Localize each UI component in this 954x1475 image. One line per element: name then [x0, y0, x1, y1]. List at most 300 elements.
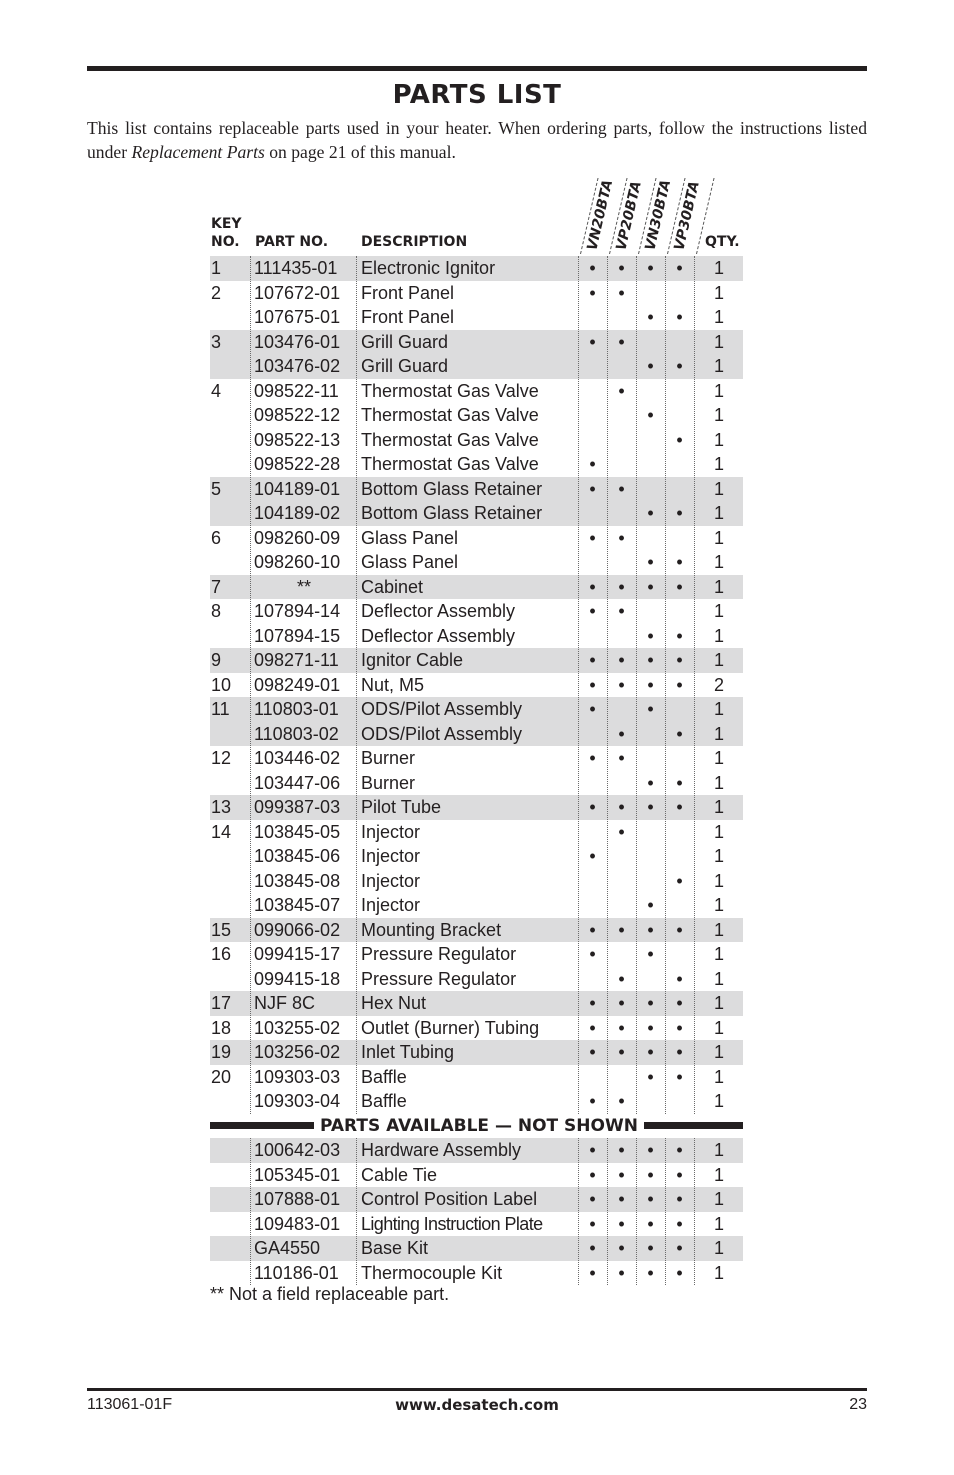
part-number: 107672-01: [254, 282, 341, 303]
part-number: 098260-10: [254, 552, 341, 572]
model-dot: •: [676, 307, 683, 327]
table-row: [210, 844, 743, 869]
model-dot: •: [676, 1140, 683, 1160]
column-divider: [694, 256, 695, 1114]
quantity: 1: [713, 1213, 724, 1234]
key-number: 12: [211, 748, 232, 768]
table-row: [210, 991, 743, 1016]
part-number: 110186-01: [254, 1262, 339, 1283]
key-number: [211, 1187, 251, 1212]
model-dot: [665, 746, 694, 771]
quantity: 1: [713, 919, 724, 940]
table-row: [210, 1138, 743, 1163]
key-number: 1: [211, 258, 222, 278]
model-dot: [607, 869, 636, 894]
model-dot: •: [618, 650, 625, 670]
model-dot: [665, 403, 694, 428]
part-number: GA4550: [254, 1238, 321, 1258]
key-number: [211, 403, 251, 428]
quantity: 1: [713, 1042, 724, 1062]
model-dot: [665, 697, 694, 722]
part-description: Injector: [361, 821, 421, 842]
quantity: 1: [713, 503, 724, 523]
model-dot: •: [676, 1213, 683, 1234]
key-number: 14: [211, 821, 232, 842]
part-description: Glass Panel: [361, 552, 459, 572]
key-number: [211, 869, 251, 894]
column-divider: [607, 256, 608, 1114]
table-row: [210, 1016, 743, 1041]
model-dot: [636, 281, 665, 306]
model-dot: [578, 1065, 607, 1090]
model-dot: [636, 722, 665, 747]
header-model-vn30bta: [638, 178, 675, 254]
model-dot: [636, 1089, 665, 1114]
part-description: Pilot Tube: [361, 797, 442, 817]
key-number: 20: [211, 1066, 232, 1087]
part-number: 103446-02: [254, 748, 341, 768]
key-number: [211, 844, 251, 869]
part-number: 107675-01: [254, 307, 341, 327]
model-dot: [665, 893, 694, 918]
table-row: [210, 1236, 743, 1261]
header-model-vp30bta: [667, 178, 703, 254]
model-dot: •: [676, 1262, 683, 1283]
intro-emphasis: Replacement Parts: [131, 142, 265, 162]
model-dot: [578, 550, 607, 575]
intro-text-2: on page 21 of this manual.: [264, 142, 456, 162]
model-dot: [578, 428, 607, 453]
column-divider: [578, 256, 579, 1114]
quantity: 1: [713, 1164, 724, 1185]
model-dot: •: [676, 1189, 683, 1209]
model-dot: [665, 820, 694, 845]
model-dot: [665, 379, 694, 404]
model-dot: [578, 403, 607, 428]
header-description: DESCRIPTION: [361, 234, 468, 250]
table-row: [210, 550, 743, 575]
part-number: 110803-01: [254, 699, 339, 719]
model-dot: •: [647, 1164, 654, 1185]
key-number: [211, 1089, 251, 1114]
model-dot: •: [676, 674, 683, 695]
part-number: 099066-02: [254, 919, 341, 940]
footnote: ** Not a field replaceable part.: [210, 1284, 450, 1304]
quantity: 1: [713, 772, 724, 793]
model-dot: [607, 305, 636, 330]
parts-table: [210, 256, 743, 1285]
part-number: 103476-01: [254, 331, 341, 352]
column-divider: [356, 1138, 357, 1285]
table-row: [210, 820, 743, 845]
model-dot: [578, 771, 607, 796]
model-dot: [578, 893, 607, 918]
page-title: PARTS LIST: [392, 80, 562, 110]
part-number: 103255-02: [254, 1017, 341, 1038]
part-number: 103447-06: [254, 772, 341, 793]
model-dot: [636, 428, 665, 453]
part-number: 104189-02: [254, 503, 341, 523]
model-dot: •: [676, 772, 683, 793]
part-number: 105345-01: [254, 1164, 341, 1185]
key-number: 16: [211, 944, 232, 964]
key-number: 3: [211, 331, 222, 352]
model-dot: •: [647, 1066, 654, 1087]
column-divider: [250, 1138, 251, 1285]
table-row: [210, 624, 743, 649]
table-row: [210, 281, 743, 306]
key-number: 17: [211, 993, 232, 1013]
table-row: [210, 501, 743, 526]
model-dot: •: [647, 405, 654, 425]
table-row: [210, 1040, 743, 1065]
part-number: 107888-01: [254, 1189, 341, 1209]
table-row: [210, 1163, 743, 1188]
key-number: 5: [211, 478, 222, 499]
key-number: [211, 452, 251, 477]
model-dot: [607, 624, 636, 649]
part-number: 110803-02: [254, 723, 339, 744]
key-number: [211, 1212, 251, 1237]
part-description: Thermostat Gas Valve: [361, 429, 539, 450]
table-row: [210, 746, 743, 771]
key-number: [211, 501, 251, 526]
model-dot: [578, 305, 607, 330]
model-dot: •: [647, 1140, 654, 1160]
model-dot: •: [647, 1262, 654, 1283]
part-number: 099415-17: [254, 944, 341, 964]
key-number: 19: [211, 1042, 232, 1062]
model-dot: [607, 844, 636, 869]
table-row: [210, 942, 743, 967]
part-description: Pressure Regulator: [361, 944, 517, 964]
model-dot: [607, 452, 636, 477]
table-row: [210, 918, 743, 943]
key-number: 18: [211, 1017, 232, 1038]
model-dot: [607, 354, 636, 379]
key-number: [211, 305, 251, 330]
quantity: 1: [713, 405, 724, 425]
model-dot: •: [589, 1189, 596, 1209]
table-row: [210, 1065, 743, 1090]
table-row: [210, 379, 743, 404]
model-dot: [665, 281, 694, 306]
header-part-no: PART NO.: [255, 234, 329, 250]
section-label: PARTS AVAILABLE — NOT SHOWN: [314, 1114, 644, 1139]
key-number: [211, 1163, 251, 1188]
model-dot: •: [589, 993, 596, 1013]
model-dot: •: [589, 1213, 596, 1234]
quantity: 1: [713, 258, 724, 278]
section-divider: [210, 1114, 743, 1139]
part-description: Nut, M5: [361, 674, 425, 695]
model-dot: •: [618, 723, 625, 744]
part-number: 098522-13: [254, 429, 341, 450]
quantity: 1: [713, 797, 724, 817]
model-dot: •: [618, 478, 625, 499]
quantity: 1: [713, 944, 724, 964]
model-label: VN30BTA: [642, 178, 675, 252]
table-row: [210, 648, 743, 673]
model-dot: [607, 771, 636, 796]
model-dot: •: [618, 380, 625, 401]
model-dot: •: [647, 650, 654, 670]
model-dot: •: [647, 625, 654, 646]
model-dot: [578, 820, 607, 845]
quantity: 1: [713, 846, 724, 866]
model-dot: •: [676, 258, 683, 278]
model-dot: •: [676, 1238, 683, 1258]
part-description: Thermostat Gas Valve: [361, 380, 539, 401]
part-description: Hex Nut: [361, 993, 427, 1013]
quantity: 1: [713, 748, 724, 768]
part-description: Front Panel: [361, 307, 455, 327]
table-row: [210, 452, 743, 477]
model-dot: [578, 501, 607, 526]
model-dot: •: [676, 650, 683, 670]
part-number: 099415-18: [254, 968, 341, 989]
key-number: 2: [211, 282, 222, 303]
header-key-no: [211, 215, 242, 251]
model-dot: •: [618, 1189, 625, 1209]
model-dot: •: [647, 1017, 654, 1038]
header-model-divider-end: [696, 178, 725, 254]
part-number: 098522-11: [254, 380, 339, 401]
table-row: [210, 1089, 743, 1114]
model-dot: •: [676, 576, 683, 597]
key-number: 4: [211, 380, 222, 401]
key-number: [211, 354, 251, 379]
table-row: [210, 330, 743, 355]
model-dot: •: [589, 1164, 596, 1185]
model-dot: •: [676, 1066, 683, 1087]
quantity: 1: [713, 356, 724, 376]
model-dot: •: [647, 919, 654, 940]
model-dot: •: [618, 993, 625, 1013]
model-dot: •: [647, 944, 654, 964]
doc-number: 113061-01F: [87, 1396, 173, 1413]
header-model-vn20bta: [580, 178, 617, 254]
model-dot: [665, 1089, 694, 1114]
model-dot: •: [647, 772, 654, 793]
model-dot: •: [618, 576, 625, 597]
model-dot: •: [589, 650, 596, 670]
quantity: 1: [713, 1017, 724, 1038]
model-dot: •: [618, 1213, 625, 1234]
column-divider: [250, 256, 251, 1114]
model-dot: •: [589, 478, 596, 499]
model-dot: [607, 403, 636, 428]
model-dot: •: [618, 1140, 625, 1160]
model-label: VP30BTA: [671, 179, 703, 252]
key-number: [211, 550, 251, 575]
quantity: 1: [713, 968, 724, 989]
model-dot: •: [676, 1042, 683, 1062]
key-number: [211, 967, 251, 992]
part-description: Burner: [361, 772, 416, 793]
quantity: 1: [713, 1066, 724, 1087]
model-dot: •: [676, 625, 683, 646]
part-description: Pressure Regulator: [361, 968, 517, 989]
quantity: 1: [713, 723, 724, 744]
quantity: 1: [713, 478, 724, 499]
model-dot: •: [676, 552, 683, 572]
part-description: Grill Guard: [361, 331, 449, 352]
model-dot: •: [647, 797, 654, 817]
website: www.desatech.com: [395, 1396, 559, 1414]
part-description: Base Kit: [361, 1238, 429, 1258]
part-number: 103845-08: [254, 870, 341, 891]
key-number: [211, 1261, 251, 1286]
key-number: 10: [211, 674, 232, 695]
model-dot: •: [647, 1213, 654, 1234]
column-divider: [694, 1138, 695, 1285]
model-dot: [636, 330, 665, 355]
model-dot: •: [589, 1091, 596, 1111]
quantity: 1: [713, 699, 724, 719]
model-dot: [665, 844, 694, 869]
part-number: 103476-02: [254, 356, 341, 376]
column-divider: [636, 256, 637, 1114]
model-dot: [607, 942, 636, 967]
table-row: [210, 1212, 743, 1237]
model-dot: [636, 869, 665, 894]
model-dot: •: [647, 699, 654, 719]
model-dot: [665, 599, 694, 624]
model-dot: [636, 526, 665, 551]
part-description: Thermostat Gas Valve: [361, 405, 539, 425]
quantity: 1: [713, 331, 724, 352]
key-number: 15: [211, 919, 232, 940]
part-description: Deflector Assembly: [361, 625, 516, 646]
quantity: 1: [713, 454, 724, 474]
model-dot: •: [676, 356, 683, 376]
key-number: 6: [211, 527, 222, 548]
model-dot: •: [618, 919, 625, 940]
part-number: 103845-05: [254, 821, 341, 842]
part-number: 109303-03: [254, 1066, 341, 1087]
model-dot: •: [589, 601, 596, 621]
model-dot: •: [618, 282, 625, 303]
model-dot: •: [676, 1164, 683, 1185]
model-dot: •: [618, 1017, 625, 1038]
key-number: 13: [211, 797, 232, 817]
model-dot: •: [589, 1238, 596, 1258]
table-row: [210, 403, 743, 428]
table-row: [210, 967, 743, 992]
table-row: [210, 428, 743, 453]
quantity: 1: [713, 527, 724, 548]
model-dot: [607, 1065, 636, 1090]
part-number: 098260-09: [254, 527, 341, 548]
model-label: VP20BTA: [613, 179, 645, 252]
model-dot: •: [618, 1238, 625, 1258]
part-description: Lighting Instruction Plate: [361, 1213, 543, 1234]
part-description: Control Position Label: [361, 1189, 538, 1209]
key-number: [211, 1236, 251, 1261]
quantity: 1: [713, 282, 724, 303]
model-dot: [665, 330, 694, 355]
part-number: 109303-04: [254, 1091, 341, 1111]
model-dot: •: [589, 576, 596, 597]
part-description: Outlet (Burner) Tubing: [361, 1017, 540, 1038]
model-dot: •: [589, 331, 596, 352]
model-dot: [665, 526, 694, 551]
quantity: 1: [713, 870, 724, 891]
part-description: Thermostat Gas Valve: [361, 454, 539, 474]
table-row: [210, 771, 743, 796]
part-description: Bottom Glass Retainer: [361, 478, 543, 499]
quantity: 1: [713, 895, 724, 915]
quantity: 1: [713, 1262, 724, 1283]
model-dot: •: [589, 454, 596, 474]
model-dot: [578, 722, 607, 747]
part-number: 103256-02: [254, 1042, 341, 1062]
quantity: 1: [713, 1189, 724, 1209]
part-number: 109483-01: [254, 1213, 341, 1234]
part-description: Bottom Glass Retainer: [361, 503, 543, 523]
table-row: [210, 1187, 743, 1212]
part-number: 103845-06: [254, 846, 341, 866]
header-key-line1: KEY: [211, 216, 242, 232]
model-dot: •: [618, 748, 625, 768]
quantity: 1: [713, 601, 724, 621]
part-number: 100642-03: [254, 1140, 341, 1160]
intro-text-1: This list contains replaceable parts used in your heater. When ordering parts, follow the instructions listed under: [87, 118, 867, 162]
model-dot: [665, 942, 694, 967]
header-model-vp20bta: [609, 178, 645, 254]
table-row: [210, 722, 743, 747]
model-dot: •: [618, 968, 625, 989]
quantity: 1: [713, 650, 724, 670]
part-description: Cable Tie: [361, 1164, 438, 1185]
model-dot: •: [589, 699, 596, 719]
part-number: 098271-11: [254, 650, 339, 670]
model-dot: [636, 967, 665, 992]
column-divider: [356, 256, 357, 1114]
key-number: [211, 1138, 251, 1163]
quantity: 1: [713, 1091, 724, 1111]
model-dot: [665, 477, 694, 502]
table-row: [210, 599, 743, 624]
table-row: [210, 305, 743, 330]
model-dot: •: [676, 919, 683, 940]
part-description: Electronic Ignitor: [361, 258, 496, 278]
model-dot: •: [647, 1238, 654, 1258]
model-dot: •: [647, 503, 654, 523]
page-number: 23: [849, 1396, 867, 1413]
table-row: [210, 526, 743, 551]
model-dot: [665, 452, 694, 477]
quantity: 1: [713, 821, 724, 842]
quantity: 1: [713, 1238, 724, 1258]
key-number: 9: [211, 650, 222, 670]
part-number: 104189-01: [254, 478, 341, 499]
quantity: 1: [713, 552, 724, 572]
part-description: Cabinet: [361, 576, 424, 597]
quantity: 1: [713, 576, 724, 597]
part-description: Mounting Bracket: [361, 919, 502, 940]
part-number: 098522-28: [254, 454, 341, 474]
model-dot: •: [589, 258, 596, 278]
part-description: Burner: [361, 748, 416, 768]
model-dot: •: [647, 258, 654, 278]
part-number: NJF 8C: [254, 993, 316, 1013]
model-dot: [578, 379, 607, 404]
model-label: VN20BTA: [584, 178, 617, 252]
model-dot: [607, 428, 636, 453]
column-divider: [665, 256, 666, 1114]
